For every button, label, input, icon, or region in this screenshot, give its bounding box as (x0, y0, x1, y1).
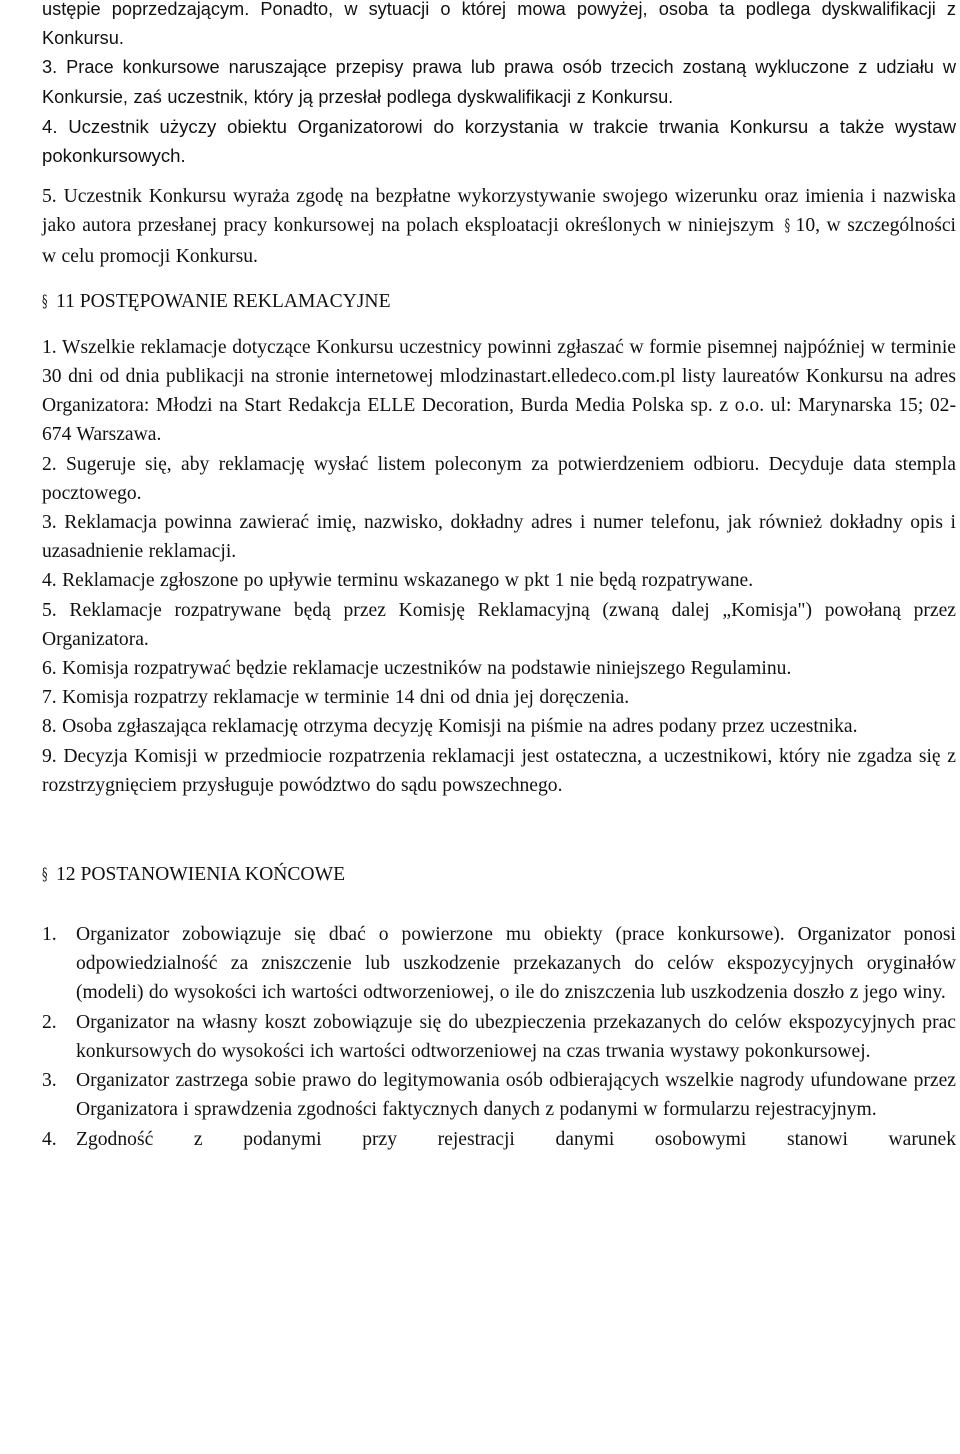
section-12-title: 12 POSTANOWIENIA KOŃCOWE (56, 864, 346, 886)
complaint-item-3: 3. Reklamacja powinna zawierać imię, nazwisko, dokładny adres i numer telefonu, jak również dokładny opis i uzasadnienie reklamacji. (42, 512, 956, 563)
complaint-item-4: 4. Reklamacje zgłoszone po upływie terminu wskazanego w pkt 1 nie będą rozpatrywane. (42, 570, 754, 592)
list-item (42, 1008, 956, 1066)
section-symbol: § (42, 291, 48, 312)
document-page (42, 0, 956, 1154)
paragraph-5-text-b: 10, w szczególności w celu promocji Konkursu. (42, 215, 956, 267)
complaint-item-6: 6. Komisja rozpatrywać będzie reklamacje uczestników na podstawie niniejszego Regulaminu. (42, 658, 792, 680)
complaint-item-7: 7. Komisja rozpatrzy reklamacje w terminie 14 dni od dnia jej doręczenia. (42, 687, 630, 709)
paragraph-continuation: ustępie poprzedzającym. Ponadto, w sytuacji o której mowa powyżej, osoba ta podlega dyskwalifikacji z Konkursu. (42, 0, 956, 49)
list-item (42, 1125, 956, 1154)
paragraph-3: 3. Prace konkursowe naruszające przepisy prawa lub prawa osób trzecich zostaną wykluczone z udziału w Konkursie, zaś uczestnik, który ją przesłał podlega dyskwalifikacji z Konkursu. (42, 57, 956, 107)
complaint-item-2: 2. Sugeruje się, aby reklamację wysłać listem poleconym za potwierdzeniem odbioru. Decyduje data stempla pocztowego. (42, 453, 956, 504)
list-item-text: Organizator zastrzega sobie prawo do legitymowania osób odbierających wszelkie nagrody ufundowane przez Organizatora i sprawdzenia zgodności faktycznych danych z podanymi w formularzu rejestracyjnym. (76, 1070, 956, 1121)
list-item-number: 4. (42, 1128, 57, 1150)
paragraph-5-text-a: 5. Uczestnik Konkursu wyraża zgodę na bezpłatne wykorzystywanie swojego wizerunku oraz imienia i nazwiska jako autora przesłanej pracy konkursowej na polach eksploatacji określonych w niniejszym (42, 186, 956, 237)
final-provisions-list (42, 920, 956, 1154)
list-item-number: 1. (42, 924, 57, 946)
section-12-heading (42, 860, 956, 890)
list-item-text: Zgodność z podanymi przy rejestracji danymi osobowymi stanowi warunek (76, 1128, 956, 1150)
section-11-title: 11 POSTĘPOWANIE REKLAMACYJNE (56, 290, 391, 312)
complaint-item-9: 9. Decyzja Komisji w przedmiocie rozpatrzenia reklamacji jest ostateczna, a uczestnikowi, który nie zgadza się z rozstrzygnięciem przysługuje powództwo do sądu powszechnego. (42, 745, 956, 796)
paragraph-5 (42, 182, 956, 271)
list-item-text: Organizator zobowiązuje się dbać o powierzone mu obiekty (prace konkursowe). Organizator ponosi odpowiedzialność za zniszczenie lub uszkodzenie przekazanych do celów ekspozycyjnych oryginałów (modeli) do wysokości ich wartości odtworzeniowej, o ile do zniszczenia lub uszkodzenia doszło z jego winy. (76, 924, 956, 1004)
complaint-item-1: 1. Wszelkie reklamacje dotyczące Konkursu uczestnicy powinni zgłaszać w formie pisemnej najpóźniej w terminie 30 dni od dnia publikacji na stronie internetowej mlodzinastart.elledeco.com.pl listy laureatów Konkursu na adres Organizatora: Młodzi na Start Redakcja ELLE Decoration, Burda Media Polska sp. z o.o. ul: Marynarska 15; 02-674 Warszawa. (42, 336, 956, 446)
complaint-item-5: 5. Reklamacje rozpatrywane będą przez Komisję Reklamacyjną (zwaną dalej „Komisja") powołaną przez Organizatora. (42, 599, 956, 650)
list-item-number: 3. (42, 1070, 57, 1092)
paragraph-4: 4. Uczestnik użyczy obiektu Organizatorowi do korzystania w trakcie trwania Konkursu a także wystaw pokonkursowych. (42, 115, 956, 167)
section-symbol: § (42, 865, 48, 886)
list-item (42, 1066, 956, 1124)
section-11-heading (42, 287, 956, 317)
list-item (42, 920, 956, 1008)
list-item-text: Organizator na własny koszt zobowiązuje się do ubezpieczenia przekazanych do celów ekspozycyjnych prac konkursowych do wysokości ich wartości odtworzeniowej na czas trwania wystawy pokonkursowej. (76, 1011, 956, 1062)
complaint-item-8: 8. Osoba zgłaszająca reklamację otrzyma decyzję Komisji na piśmie na adres podany przez uczestnika. (42, 716, 858, 738)
section-symbol-inline: § (784, 216, 790, 237)
list-item-number: 2. (42, 1011, 57, 1033)
